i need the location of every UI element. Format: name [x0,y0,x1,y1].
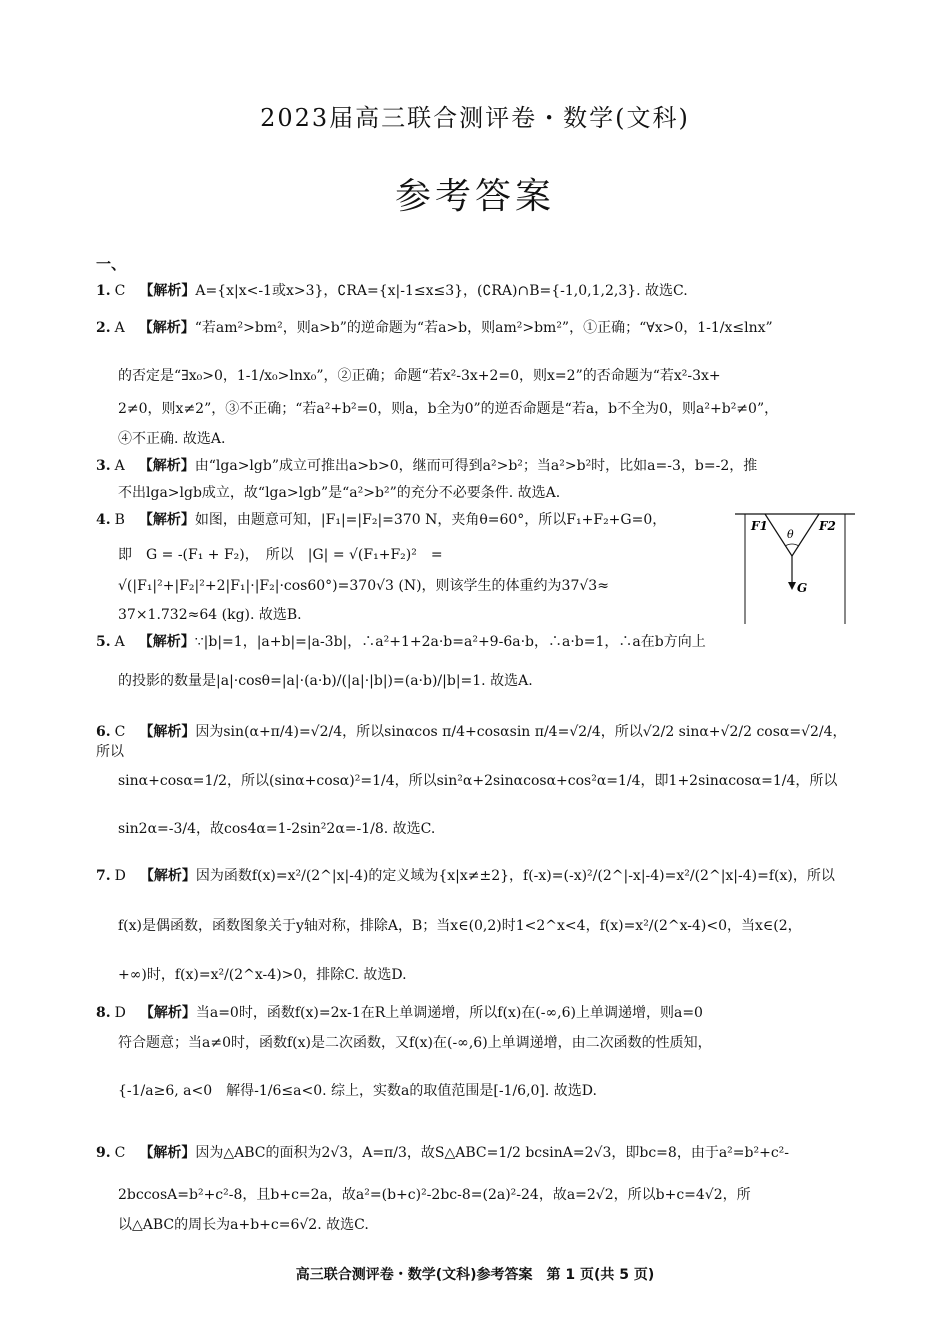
question-7-line-3: +∞)时，f(x)=x²/(2^x-4)>0，排除C. 故选D. [118,967,407,983]
question-number: 8. [96,1005,111,1021]
question-number: 2. [96,320,111,336]
rope-right [792,514,819,556]
gravity-arrowhead [788,582,796,590]
question-text: A={x|x<-1或x>3}，∁RA={x|-1≤x≤3}，(∁RA)∩B={-1,0,1,2,3}. 故选C. [195,283,688,299]
question-8-line-3: {-1/a≥6, a<0 解得-1/6≤a<0. 综上，实数a的取值范围是[-1/6,0]. 故选D. [118,1083,597,1099]
question-4-line-3: √(|F₁|²+|F₂|²+2|F₁|·|F₂|·cos60°)=370√3 (N)，则该学生的体重约为37√3≈ [118,578,609,594]
question-2-line-4: ④不正确. 故选A. [118,431,226,447]
question-answer: A [114,634,125,650]
page-title: 2023届高三联合测评卷・数学(文科) [260,104,690,132]
question-2-line-3: 2≠0，则x≠2”，③不正确；“若a²+b²=0，则a，b全为0”的逆否命题是“若a，b不全为0，则a²+b²≠0”， [118,401,779,417]
question-text: 由“lga>lgb”成立可推出a>b>0，继而可得到a²>b²；当a²>b²时，比如a=-3，b=-2，推 [194,458,758,474]
analysis-tag: 【解析】 [138,512,195,528]
question-8 [96,1003,856,1023]
question-number: 1. [96,283,111,299]
analysis-tag: 【解析】 [139,283,196,299]
question-1 [96,281,856,301]
angle-arc [785,544,799,546]
question-8-line-2: 符合题意；当a≠0时，函数f(x)是二次函数，又f(x)在(-∞,6)上单调递增，由二次函数的性质知， [118,1035,712,1051]
page-subtitle: 参考答案 [394,176,555,217]
label-g: G [797,581,808,595]
question-6 [96,722,856,762]
question-text: 当a=0时，函数f(x)=2x-1在R上单调递增，所以f(x)在(-∞,6)上单调递增，则a=0 [195,1005,703,1021]
question-text: “若am²>bm²，则a>b”的逆命题为“若a>b，则am²>bm²”，①正确；“∀x>0，1-1/x≤lnx” [194,320,773,336]
question-answer: C [114,724,126,740]
question-9-line-2: 2bccosA=b²+c²-8，且b+c=2a，故a²=(b+c)²-2bc-8=(2a)²-24，故a=2√2，所以b+c=4√2，所 [118,1187,751,1203]
question-number: 3. [96,458,111,474]
analysis-tag: 【解析】 [139,1005,196,1021]
page-footer: 高三联合测评卷・数学(文科)参考答案 第 1 页(共 5 页) [295,1267,655,1283]
question-5 [96,632,856,652]
label-f1: F1 [751,519,768,533]
force-diagram [735,508,855,626]
question-7-line-2: f(x)是偶函数，函数图象关于y轴对称，排除A，B；当x∈(0,2)时1<2^x<4，f(x)=x²/(2^x-4)<0，当x∈(2， [118,918,802,934]
question-number: 7. [96,868,111,884]
question-2-line-2: 的否定是“∃x₀>0，1-1/x₀>lnx₀”，②正确；命题“若x²-3x+2=0，则x=2”的否命题为“若x²-3x+ [118,368,721,384]
question-9 [96,1143,856,1163]
question-4-line-2: 即 G = -(F₁ + F₂)， 所以 |G| = √(F₁+F₂)² = [118,547,443,563]
question-4-line-4: 37×1.732≈64 (kg). 故选B. [118,607,302,623]
question-answer: B [114,512,125,528]
question-3 [96,456,856,476]
question-text: 因为△ABC的面积为2√3，A=π/3，故S△ABC=1/2 bcsinA=2√3，即bc=8，由于a²=b²+c²- [195,1145,789,1161]
label-f2: F2 [819,519,836,533]
analysis-tag: 【解析】 [139,868,196,884]
question-number: 9. [96,1145,111,1161]
question-2 [96,318,856,338]
question-answer: D [114,868,126,884]
question-answer: A [114,320,125,336]
question-text: 因为函数f(x)=x²/(2^|x|-4)的定义域为{x|x≠±2}，f(-x)=(-x)²/(2^|-x|-4)=x²/(2^|x|-4)=f(x)，所以 [195,868,835,884]
question-5-line-2: 的投影的数量是|a|·cosθ=|a|·(a·b)/(|a|·|b|)=(a·b)/|b|=1. 故选A. [118,673,533,689]
analysis-tag: 【解析】 [139,724,196,740]
question-answer: A [114,458,125,474]
question-text: 如图，由题意可知，|F₁|=|F₂|=370 N，夹角θ=60°，所以F₁+F₂+G=0， [194,512,667,528]
question-4 [96,510,711,530]
section-label: 一、 [96,255,127,273]
analysis-tag: 【解析】 [139,1145,196,1161]
question-answer: C [114,283,126,299]
question-text: ∵|b|=1，|a+b|=|a-3b|，∴a²+1+2a·b=a²+9-6a·b，∴a·b=1，∴a在b方向上 [194,634,706,650]
question-6-line-2: sinα+cosα=1/2，所以(sinα+cosα)²=1/4，所以sin²α+2sinαcosα+cos²α=1/4，即1+2sinαcosα=1/4，所以 [118,773,838,789]
question-text: 因为sin(α+π/4)=√2/4，所以sinαcos π/4+cosαsin π/4=√2/4，所以√2/2 sinα+√2/2 cosα=√2/4，所以 [96,724,847,760]
question-7 [96,866,856,886]
question-answer: D [114,1005,126,1021]
question-answer: C [114,1145,126,1161]
label-theta: θ [787,528,794,541]
question-3-line-2: 不出lga>lgb成立，故“lga>lgb”是“a²>b²”的充分不必要条件. 故选A. [118,485,561,501]
question-number: 4. [96,512,111,528]
analysis-tag: 【解析】 [138,634,195,650]
question-number: 6. [96,724,111,740]
analysis-tag: 【解析】 [138,320,195,336]
analysis-tag: 【解析】 [138,458,195,474]
question-6-line-3: sin2α=-3/4，故cos4α=1-2sin²2α=-1/8. 故选C. [118,821,436,837]
question-number: 5. [96,634,111,650]
question-9-line-3: 以△ABC的周长为a+b+c=6√2. 故选C. [118,1217,369,1233]
